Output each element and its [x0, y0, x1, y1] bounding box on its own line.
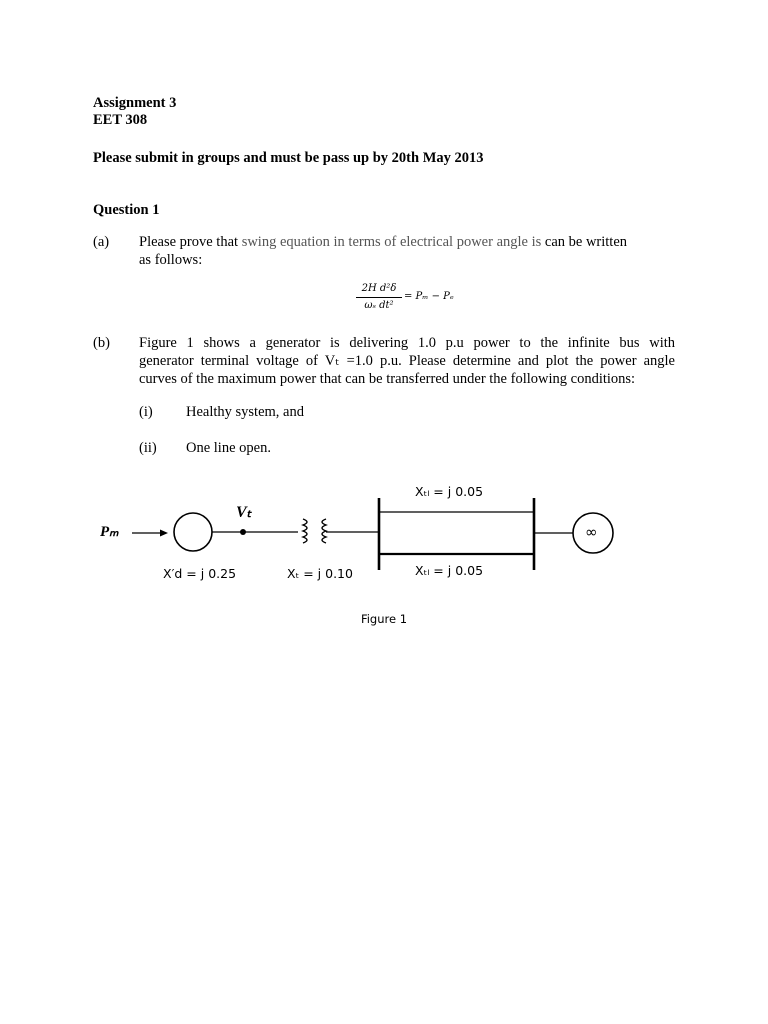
part-b-line-1: Figure 1 shows a generator is delivering 1.0 p.u power to the infinite bus with — [139, 335, 675, 351]
equation-numerator: 2H d²δ — [361, 283, 397, 294]
part-a-label: (a) — [93, 234, 110, 250]
transformer-coil-secondary — [322, 519, 326, 543]
xd-label: X′d = j 0.25 — [163, 566, 237, 581]
item-i-text: Healthy system, and — [186, 404, 304, 420]
pm-arrow-head — [160, 530, 168, 537]
xtl-top-label: Xₜₗ = j 0.05 — [415, 484, 484, 499]
part-b-label: (b) — [93, 335, 110, 351]
vt-node — [240, 529, 246, 535]
infinity-symbol: ∞ — [585, 523, 598, 541]
equation-fraction — [356, 282, 402, 313]
generator-circle — [174, 513, 212, 551]
xtl-bottom-label: Xₜₗ = j 0.05 — [415, 563, 484, 578]
figure-1-diagram — [90, 475, 650, 605]
item-ii-label: (ii) — [139, 440, 157, 456]
part-a-line-2: as follows: — [139, 252, 203, 268]
transformer-coil-primary — [303, 519, 307, 543]
part-a-text-3: can be written — [541, 234, 628, 250]
part-b-line-2: generator terminal voltage of Vₜ =1.0 p.u. Please determine and plot the power angle — [139, 353, 675, 369]
equation-rhs: = Pₘ − Pₑ — [404, 291, 454, 302]
circuit-svg — [90, 475, 650, 605]
submission-instruction: Please submit in groups and must be pass up by 20th May 2013 — [93, 150, 484, 166]
part-a-line-1 — [139, 233, 627, 251]
xt-label: Xₜ = j 0.10 — [287, 566, 353, 581]
swing-equation — [340, 280, 500, 320]
part-a-text-1: Please prove that — [139, 234, 242, 250]
course-code: EET 308 — [93, 112, 148, 128]
item-i-label: (i) — [139, 404, 153, 420]
fraction-bar — [356, 297, 402, 298]
item-ii-text: One line open. — [186, 440, 271, 456]
question-title: Question 1 — [93, 202, 160, 218]
figure-caption: Figure 1 — [360, 612, 408, 626]
part-a-highlight: swing equation in terms of electrical power angle is — [241, 234, 542, 250]
pm-label: Pₘ — [100, 524, 119, 540]
equation-denominator: ωₛ dt² — [364, 300, 394, 311]
vt-label: Vₜ — [236, 504, 252, 521]
assignment-title: Assignment 3 — [93, 95, 177, 111]
part-b-line-3: curves of the maximum power that can be transferred under the following conditions: — [139, 371, 636, 387]
